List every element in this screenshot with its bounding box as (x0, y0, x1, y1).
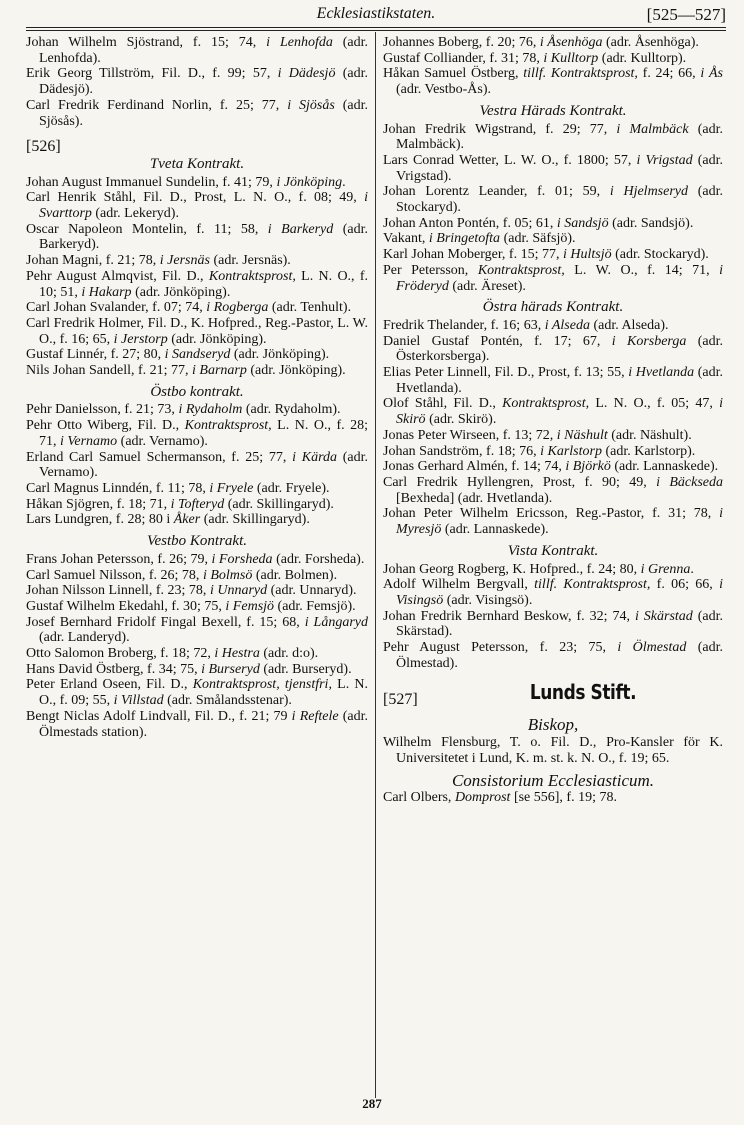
entry (383, 318, 723, 334)
entry-text: . (690, 561, 694, 577)
entry-text: Josef Bernhard Fridolf Fingal Bexell, f. 15; 68, (26, 614, 305, 630)
entry-text: (adr. Burseryd). (259, 661, 352, 677)
entry-italic-text: i Kulltorp (543, 50, 599, 66)
lunds-stift-row (383, 680, 723, 711)
entry-text: (adr. Äreset). (448, 278, 526, 294)
entry-italic-text: Kontraktsprost, (502, 396, 590, 412)
entry-text: [Bexheda] (adr. Hvetlanda). (396, 490, 553, 506)
entry-text: Johan Magni, f. 21; 78, (26, 253, 160, 269)
entry-italic-text: tillf. Kontraktsprost, (523, 66, 638, 82)
page-number: 287 (362, 1096, 382, 1111)
entry (383, 365, 723, 396)
entry-italic-text: i Bolmsö (202, 567, 253, 583)
entry (383, 640, 723, 671)
entry-text: (adr. d:o). (259, 646, 319, 662)
entry-italic-text: tillf. Kontraktsprost, (534, 577, 651, 593)
entry-text: (adr. Skirö). (425, 412, 497, 428)
entry-text: Johan Sandström, f. 18; 76, (383, 443, 541, 459)
entry-text: Carl Henrik Ståhl, Fil. D., Prost, L. N. O., f. 08; 49, (26, 190, 365, 206)
entry-list (26, 402, 368, 528)
entry-text: Gustaf Wilhelm Ekedahl, f. 30; 75, (26, 598, 226, 614)
entry-text: Adolf Wilhelm Bergvall, (383, 577, 535, 593)
entry-text: (adr. Jönköping). (246, 363, 346, 379)
entry-text: (adr. Lannaskede). (441, 522, 549, 538)
entry (383, 475, 723, 506)
entry (26, 615, 368, 646)
column-divider (375, 32, 376, 1098)
entry-text: Johan Fredrik Wigstrand, f. 29; 77, (383, 121, 617, 137)
entry (383, 35, 723, 51)
header-rule (26, 27, 726, 28)
entry-text: (adr. Landeryd). (39, 630, 130, 646)
entry-italic-text: i Femsjö (225, 598, 275, 614)
entry-italic-text: i Malmbäck (616, 121, 689, 137)
entry-italic-text: Åker (173, 512, 201, 528)
heading-ostra-harads-kontrakt: Östra härads Kontrakt. (482, 299, 624, 316)
entry-text: (adr. Vernamo). (39, 449, 369, 481)
entry-italic-text: i Sandseryd (164, 347, 231, 363)
entry-italic-text: Kontraktsprost, tjenstfri, (192, 677, 332, 693)
entry-text: (adr. Barkeryd). (39, 221, 369, 253)
entry (383, 184, 723, 215)
entry-text: Carl Johan Svalander, f. 07; 74, (26, 300, 207, 316)
running-title: Ecklesiastikstaten. (316, 5, 436, 22)
entry-text: (adr. Vernamo). (117, 433, 208, 449)
entry-text: Gustaf Linnér, f. 27; 80, (26, 347, 165, 363)
entry (383, 231, 723, 247)
entry (26, 646, 368, 662)
entry-italic-text: i Karlstorp (540, 443, 602, 459)
entry-text: Olof Ståhl, Fil. D., (383, 396, 503, 412)
entry-text: Lars Conrad Wetter, L. W. O., f. 1800; 57, (383, 152, 637, 168)
entry-text: Nils Johan Sandell, f. 21; 77, (26, 363, 193, 379)
entry-italic-text: i Burseryd (201, 661, 260, 677)
entry-text: (adr. Ölmestad). (396, 640, 723, 671)
heading-consistorium: Consistorium Ecclesiasticum. (451, 770, 655, 790)
entry (26, 662, 368, 678)
entry-text: f. 06; 66, (650, 577, 720, 593)
entry (26, 497, 368, 513)
entry (26, 677, 368, 708)
entry (26, 363, 368, 379)
entry (383, 609, 723, 640)
entry-text: Johan Fredrik Bernhard Beskow, f. 32; 74, (383, 608, 635, 624)
entry (26, 709, 368, 740)
entry-text: (adr. Karlstorp). (601, 443, 696, 459)
entry-italic-text: i Hultsjö (562, 247, 612, 263)
entry-text: Oscar Napoleon Montelin, f. 11; 58, (26, 221, 268, 237)
entry-italic-text: i Dädesjö (277, 66, 336, 82)
entry (383, 396, 723, 427)
entry-text: (adr. Lekeryd). (91, 206, 179, 222)
entry-italic-text: i Hakarp (81, 284, 132, 300)
entry-text: (adr. Åsenhöga). (602, 35, 699, 50)
entry-text: (adr. Sandsjö). (608, 215, 694, 231)
entry-text: Carl Samuel Nilsson, f. 26; 78, (26, 567, 203, 583)
entry-italic-text: i Fryele (209, 480, 254, 496)
entry-italic-text: i Kärda (292, 449, 337, 465)
entry-text: Johan Peter Wilhelm Ericsson, Reg.-Pastor, f. 31; 78, (383, 506, 720, 522)
entry (26, 66, 368, 97)
entry (26, 418, 368, 449)
entry-italic-text: i Näshult (556, 427, 608, 443)
entry-text: Carl Fredrik Ferdinand Norlin, f. 25; 77, (26, 97, 288, 113)
entry-text: Jonas Peter Wirseen, f. 13; 72, (383, 427, 557, 443)
entry-list (383, 562, 723, 672)
entry (26, 316, 368, 347)
entry-text: . (342, 174, 346, 190)
entry (26, 175, 368, 191)
entry-italic-text: i Korsberga (611, 333, 687, 349)
heading-tveta-kontrakt: Tveta Kontrakt. (149, 155, 245, 172)
entry (26, 300, 368, 316)
entry-text: Elias Peter Linnell, Fil. D., Prost, f. 13; 55, (383, 365, 629, 381)
entry-text: Carl Magnus Linndén, f. 11; 78, (26, 480, 210, 496)
entry-text: (adr. Bolmen). (252, 567, 338, 583)
entry-italic-text: i Alseda (544, 317, 590, 333)
entry-text: Pehr Otto Wiberg, Fil. D., (26, 418, 185, 434)
entry-italic-text: i Jönköping (276, 174, 343, 190)
entry-text: L. N. O., f. 10; 51, (39, 268, 369, 300)
entry-list (383, 318, 723, 538)
entry-italic-text: i Sandsjö (556, 215, 609, 231)
section-number-527: [527] (383, 691, 418, 709)
entry (383, 790, 723, 806)
entry-text: (adr. Ölmestads station). (39, 708, 368, 740)
entry (383, 577, 723, 608)
entry-text: (adr. Unnaryd). (267, 583, 357, 599)
entry-text: Pehr August Petersson, f. 23; 75, (383, 640, 618, 656)
entry-text: (adr. Sjösås). (39, 97, 369, 129)
entry-italic-text: i Jersnäs (159, 253, 210, 269)
entry-text: Per Petersson, (383, 262, 478, 278)
entry (383, 216, 723, 232)
entry-italic-text: i Svarttorp (39, 190, 368, 222)
entry-text: Jonas Gerhard Almén, f. 14; 74, (383, 459, 566, 475)
entry-text: (adr. Hvetlanda). (396, 365, 723, 396)
entry-text: (adr. Vestbo-Ås). (396, 82, 492, 98)
entry-italic-text: i Visingsö (396, 577, 723, 608)
entry (26, 222, 368, 253)
entry-list (383, 122, 723, 295)
heading-ostbo-kontrakt: Östbo kontrakt. (150, 383, 244, 400)
entry-italic-text: i Fröderyd (396, 262, 724, 294)
entry-italic-text: i Skärstad (634, 608, 693, 624)
entry-italic-text: i Myresjö (396, 506, 723, 538)
entry-italic-text: i Hestra (214, 646, 260, 662)
entry (26, 583, 368, 599)
heading-lunds-stift: Lunds Stift. (529, 680, 637, 705)
entry-list (383, 35, 723, 98)
entry-text: Gustaf Colliander, f. 31; 78, (383, 50, 544, 66)
entry-text: (adr. Österkorsberga). (396, 333, 723, 365)
entry-text: (adr. Forsheda). (272, 551, 365, 567)
entry-text: Pehr Danielsson, f. 21; 73, (26, 402, 179, 418)
entry (26, 253, 368, 269)
entry-italic-text: i Ås (700, 66, 723, 82)
entry-italic-text: i Barkeryd (267, 221, 334, 237)
entry-list (383, 790, 723, 806)
entry-text: L. N. O., f. 09; 55, (39, 677, 368, 709)
entry-text: (adr. Rydaholm). (242, 402, 341, 418)
entry-text: [se 556], f. 19; 78. (510, 790, 617, 806)
entry-text: Johan Nilsson Linnell, f. 23; 78, (26, 583, 210, 599)
entry (383, 562, 723, 578)
entry-italic-text: i Bäckseda (656, 474, 723, 490)
entry (26, 347, 368, 363)
entry-italic-text: i Skirö (396, 396, 723, 428)
entry-text: (adr. Näshult). (607, 427, 692, 443)
entry-italic-text: Kontraktsprost, (208, 268, 296, 284)
entry-italic-text: i Vrigstad (636, 152, 693, 168)
entry-text: (adr. Malmbäck). (396, 121, 724, 153)
entry-italic-text: i Björkö (565, 459, 611, 475)
entry (26, 599, 368, 615)
entry-italic-text: i Rydaholm (178, 402, 243, 418)
entry-text: Otto Salomon Broberg, f. 18; 72, (26, 646, 215, 662)
entry-text: (adr. Kulltorp). (598, 50, 687, 66)
running-header (26, 4, 726, 26)
entry-text: Carl Fredrik Hyllengren, Prost, f. 90; 49, (383, 474, 657, 490)
entry-list (26, 552, 368, 740)
entry (383, 506, 723, 537)
section-range: [525—527] (646, 5, 726, 24)
entry-text: Daniel Gustaf Pontén, f. 17; 67, (383, 333, 612, 349)
entry-italic-text: i Barnarp (192, 363, 247, 379)
entry-text: (adr. Jönköping). (167, 331, 267, 347)
entry-text: Håkan Samuel Östberg, (383, 66, 524, 82)
entry-text: Carl Fredrik Holmer, Fil. D., K. Hofpred., Reg.-Pastor, L. W. O., f. 16; 65, (26, 315, 368, 347)
entry (383, 122, 723, 153)
entry-text: (adr. Dädesjö). (39, 66, 368, 98)
entry (26, 512, 368, 528)
entry-text: Vakant, (383, 231, 429, 247)
entry (383, 66, 723, 97)
entry-text: (adr. Lenhofda). (39, 35, 369, 66)
entry-italic-text: Kontraktsprost, (184, 418, 272, 434)
entry-text: Johan Georg Rogberg, K. Hofpred., f. 24; 80, (383, 561, 641, 577)
entry-text: (adr. Skillingaryd). (200, 512, 310, 528)
entry-text: Fredrik Thelander, f. 16; 63, (383, 317, 545, 333)
entry-text: (adr. Tenhult). (268, 300, 352, 316)
entry (26, 98, 368, 129)
entry-italic-text: i Rogberga (206, 300, 269, 316)
entry (383, 428, 723, 444)
header-rule-second (26, 30, 726, 31)
entry-italic-text: i Forsheda (211, 551, 273, 567)
entry-text: (adr. Skärstad). (396, 608, 724, 640)
entry-italic-text: i Unnaryd (209, 583, 268, 599)
entry-text: Erland Carl Samuel Schermanson, f. 25; 77, (26, 449, 293, 465)
entry-italic-text: i Villstad (113, 693, 164, 709)
entry-italic-text: i Vernamo (60, 433, 118, 449)
entry-text: (adr. Vrigstad). (396, 152, 723, 184)
entry (26, 450, 368, 481)
entry-text: (adr. Stockaryd). (611, 247, 709, 263)
entry-italic-text: Domprost (454, 790, 511, 806)
entry-text: L. W. O., f. 14; 71, (564, 262, 720, 278)
entry-text: Wilhelm Flensburg, T. o. Fil. D., Pro-Kansler för K. Universitetet i Lund, K. m. st. k. N. O., f. 19; 65. (383, 735, 723, 766)
entry-text: Carl Olbers, (383, 790, 455, 806)
entry (26, 269, 368, 300)
entry-italic-text: i Reftele (291, 708, 339, 724)
section-number-526: [526] (26, 138, 61, 156)
entry-text: Johannes Boberg, f. 20; 76, (383, 35, 540, 50)
entry-text: (adr. Skillingaryd). (224, 496, 334, 512)
entry (383, 444, 723, 460)
entry-text: Lars Lundgren, f. 28; 80 i (26, 512, 174, 528)
entry (26, 35, 368, 66)
entry (26, 402, 368, 418)
entry-list (383, 735, 723, 766)
entry-text: (adr. Jönköping). (131, 284, 231, 300)
entry-text: Hans David Östberg, f. 34; 75, (26, 661, 202, 677)
entry-text: (adr. Säfsjö). (500, 231, 576, 247)
entry (383, 459, 723, 475)
entry-text: (adr. Lannaskede). (610, 459, 719, 475)
entry (26, 552, 368, 568)
entry-text: Erik Georg Tillström, Fil. D., f. 99; 57, (26, 66, 278, 82)
entry-text: (adr. Alseda). (589, 317, 669, 333)
entry-text: (adr. Stockaryd). (396, 184, 723, 216)
left-column (26, 35, 368, 740)
entry (383, 263, 723, 294)
entry-text: (adr. Femsjö). (274, 598, 356, 614)
entry-text: Peter Erland Oseen, Fil. D., (26, 677, 193, 693)
entry-italic-text: i Bringetofta (428, 231, 501, 247)
entry-italic-text: i Lenhofda (266, 35, 333, 50)
entry-text: Frans Johan Petersson, f. 26; 79, (26, 551, 212, 567)
entry-text: Johan Wilhelm Sjöstrand, f. 15; 74, (26, 35, 267, 50)
entry-text: (adr. Jersnäs). (209, 253, 291, 269)
entry-italic-text: i Hjelmseryd (609, 184, 689, 200)
entry-text: Johan August Immanuel Sundelin, f. 41; 79, (26, 174, 277, 190)
entry-italic-text: i Tofteryd (170, 496, 225, 512)
entry-text: Johan Anton Pontén, f. 05; 61, (383, 215, 557, 231)
entry (383, 334, 723, 365)
heading-biskop: Biskop, (527, 715, 579, 735)
heading-vestbo-kontrakt: Vestbo Kontrakt. (147, 533, 247, 550)
entry-text: Håkan Sjögren, f. 18; 71, (26, 496, 171, 512)
entry (26, 568, 368, 584)
entry-text: (adr. Smålandsstenar). (163, 693, 292, 709)
entry (383, 153, 723, 184)
entry-italic-text: i Ölmestad (617, 640, 687, 656)
entry-italic-text: i Jerstorp (113, 331, 168, 347)
entry (383, 51, 723, 67)
entry-italic-text: i Hvetlanda (628, 365, 695, 381)
entry-text: Bengt Niclas Adolf Lindvall, Fil. D., f. 21; 79 (26, 708, 292, 724)
entry-italic-text: i Sjösås (287, 97, 335, 113)
entry-text: Pehr August Almqvist, Fil. D., (26, 268, 209, 284)
entry-italic-text: i Grenna (640, 561, 691, 577)
entry-italic-text: i Åsenhöga (539, 35, 603, 50)
entry (26, 481, 368, 497)
entry-text: Karl Johan Moberger, f. 15; 77, (383, 247, 563, 263)
heading-vestra-harads-kontrakt: Vestra Härads Kontrakt. (479, 102, 627, 119)
entry-text: (adr. Fryele). (253, 480, 330, 496)
entry-text: L. N. O., f. 28; 71, (39, 418, 368, 449)
entry-text: L. N. O., f. 05; 47, (589, 396, 720, 412)
entry-text: Johan Lorentz Leander, f. 01; 59, (383, 184, 610, 200)
entry-list (26, 35, 368, 129)
right-column (383, 35, 723, 806)
entry-text: (adr. Visingsö). (443, 592, 533, 608)
entry-list (26, 175, 368, 379)
entry-italic-text: Kontraktsprost, (477, 262, 565, 278)
entry-text: (adr. Jönköping). (230, 347, 330, 363)
entry (383, 735, 723, 766)
entry-italic-text: i Långaryd (304, 614, 368, 630)
entry (26, 190, 368, 221)
entry (383, 247, 723, 263)
entry-text: f. 24; 66, (637, 66, 701, 82)
heading-vista-kontrakt: Vista Kontrakt. (507, 542, 599, 559)
